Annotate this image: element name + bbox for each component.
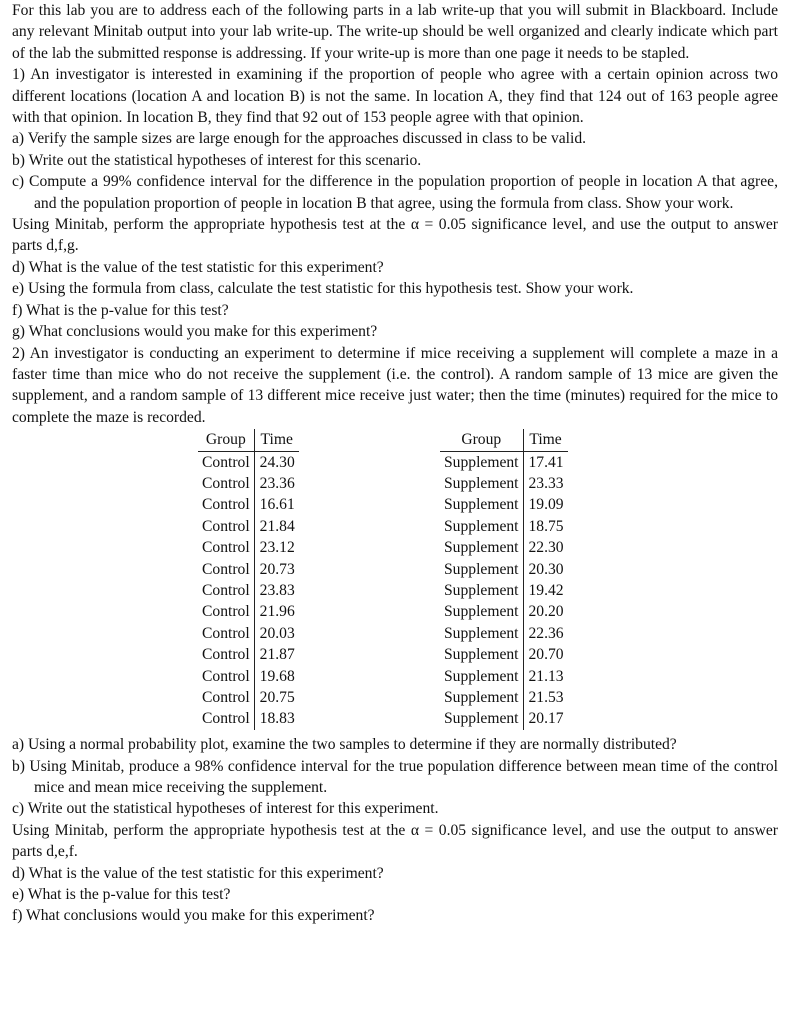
supplement-group-cell: Supplement (440, 473, 523, 494)
control-group-cell: Control (198, 687, 254, 708)
supplement-group-cell: Supplement (440, 451, 523, 473)
supplement-group-cell: Supplement (440, 623, 523, 644)
supplement-row (440, 708, 568, 729)
intro-paragraph: For this lab you are to address each of the following parts in a lab write-up that you will submit in Blackboard. Include any relevant Minitab output into your lab write-up. The write-up should be well organized and clearly indicate which part of the lab the submitted response is addressing. If your write-up is more than one page it needs to be stapled. (12, 2, 778, 62)
control-time-header: Time (254, 429, 299, 451)
control-group-cell: Control (198, 601, 254, 622)
control-group-cell: Control (198, 666, 254, 687)
q1-minitab-instruction: Using Minitab, perform the appropriate hypothesis test at the α = 0.05 significance level, and use the output to answer parts d,f,g. (12, 216, 778, 255)
supplement-time-cell: 22.30 (528, 539, 564, 557)
supplement-time-cell: 20.20 (528, 603, 564, 621)
data-tables (12, 429, 778, 734)
control-time-cell: 16.61 (259, 496, 295, 514)
supplement-group-cell: Supplement (440, 708, 523, 729)
q2-stem: 2) An investigator is conducting an experiment to determine if mice receiving a supplement will complete a maze in a faster time than mice who do not receive the supplement (i.e. the control). A random sample of 13 mice are given the supplement, and a random sample of 13 different mice receive just water; then the time (minutes) required for the mice to complete the maze is recorded. (12, 344, 778, 426)
q2-part-a: a) Using a normal probability plot, examine the two samples to determine if they are normally distributed? (12, 736, 677, 754)
control-group-cell: Control (198, 451, 254, 473)
control-row (198, 451, 299, 473)
supplement-group-cell: Supplement (440, 601, 523, 622)
q2-part-f: f) What conclusions would you make for this experiment? (12, 907, 375, 925)
supplement-group-header: Group (440, 429, 523, 451)
supplement-row (440, 451, 568, 473)
supplement-time-cell: 19.09 (528, 496, 564, 514)
supplement-group-cell: Supplement (440, 644, 523, 665)
control-row (198, 601, 299, 622)
supplement-row (440, 580, 568, 601)
q1-stem: 1) An investigator is interested in examining if the proportion of people who agree with a certain opinion across two different locations (location A and location B) is not the same. In location A, they find that 124 out of 163 people agree with that opinion. In location B, they find that 92 out of 153 people agree with that opinion. (12, 66, 778, 127)
q1-part-f: f) What is the p-value for this test? (12, 301, 229, 319)
control-time-cell: 23.12 (259, 539, 295, 557)
supplement-group-cell: Supplement (440, 537, 523, 558)
control-row (198, 580, 299, 601)
supplement-row (440, 537, 568, 558)
control-time-cell: 23.36 (259, 474, 295, 492)
control-group-cell: Control (198, 559, 254, 580)
control-row (198, 666, 299, 687)
supplement-row (440, 687, 568, 708)
q2-part-d: d) What is the value of the test statistic for this experiment? (12, 864, 384, 882)
q2-part-e: e) What is the p-value for this test? (12, 885, 231, 903)
supplement-row (440, 494, 568, 515)
control-row (198, 644, 299, 665)
supplement-group-cell: Supplement (440, 666, 523, 687)
control-time-cell: 21.87 (259, 646, 295, 664)
control-group-cell: Control (198, 708, 254, 729)
control-row (198, 708, 299, 729)
supplement-time-cell: 17.41 (528, 453, 564, 471)
q1-part-g: g) What conclusions would you make for this experiment? (12, 323, 378, 341)
supplement-row (440, 666, 568, 687)
control-row (198, 516, 299, 537)
supplement-time-cell: 18.75 (528, 517, 564, 535)
q2-part-c: c) Write out the statistical hypotheses of interest for this experiment. (12, 800, 439, 818)
control-time-cell: 18.83 (259, 710, 295, 728)
control-group-cell: Control (198, 537, 254, 558)
control-time-cell: 20.73 (259, 560, 295, 578)
control-group-cell: Control (198, 623, 254, 644)
supplement-time-cell: 20.17 (528, 710, 564, 728)
supplement-time-cell: 22.36 (528, 624, 564, 642)
supplement-group-cell: Supplement (440, 580, 523, 601)
control-time-cell: 21.84 (259, 517, 295, 535)
control-group-cell: Control (198, 516, 254, 537)
q1-part-c: c) Compute a 99% confidence interval for the difference in the population proportion of people in location A that agree, and the population proportion of people in location B that agree, using the formula from class. Show your work. (12, 173, 778, 212)
q1-part-b: b) Write out the statistical hypotheses of interest for this scenario. (12, 151, 422, 169)
control-group-cell: Control (198, 473, 254, 494)
control-group-header: Group (198, 429, 254, 451)
control-row (198, 494, 299, 515)
supplement-row (440, 516, 568, 537)
control-row (198, 473, 299, 494)
control-group-cell: Control (198, 644, 254, 665)
supplement-time-cell: 20.30 (528, 560, 564, 578)
control-time-cell: 24.30 (259, 453, 295, 471)
supplement-row (440, 601, 568, 622)
q1-part-d: d) What is the value of the test statistic for this experiment? (12, 258, 384, 276)
supplement-time-cell: 21.53 (528, 689, 564, 706)
q1-part-a: a) Verify the sample sizes are large enough for the approaches discussed in class to be valid. (12, 130, 587, 148)
control-time-cell: 20.75 (259, 689, 295, 706)
supplement-time-cell: 21.13 (528, 667, 564, 685)
supplement-time-cell: 20.70 (528, 646, 564, 664)
control-time-cell: 21.96 (259, 603, 295, 621)
supplement-group-cell: Supplement (440, 687, 523, 708)
supplement-group-cell: Supplement (440, 494, 523, 515)
control-row (198, 537, 299, 558)
control-time-cell: 23.83 (259, 581, 295, 599)
supplement-time-cell: 23.33 (528, 474, 564, 492)
supplement-row (440, 559, 568, 580)
control-row (198, 623, 299, 644)
supplement-time-header: Time (523, 429, 568, 451)
q2-minitab-instruction: Using Minitab, perform the appropriate hypothesis test at the α = 0.05 significance level, and use the output to answer parts d,e,f. (12, 821, 778, 861)
control-time-cell: 19.68 (259, 667, 295, 685)
supplement-group-cell: Supplement (440, 516, 523, 537)
supplement-row (440, 623, 568, 644)
control-table (198, 429, 299, 730)
control-group-cell: Control (198, 494, 254, 515)
supplement-group-cell: Supplement (440, 559, 523, 580)
supplement-row (440, 644, 568, 665)
control-group-cell: Control (198, 580, 254, 601)
q1-part-e: e) Using the formula from class, calculate the test statistic for this hypothesis test. Show your work. (12, 280, 634, 298)
control-row (198, 559, 299, 580)
supplement-time-cell: 19.42 (528, 581, 564, 599)
control-row (198, 687, 299, 708)
supplement-row (440, 473, 568, 494)
q2-part-b: b) Using Minitab, produce a 98% confidence interval for the true population difference between mean time of the control mice and mean mice receiving the supplement. (12, 757, 778, 796)
supplement-table (440, 429, 568, 730)
control-time-cell: 20.03 (259, 624, 295, 642)
